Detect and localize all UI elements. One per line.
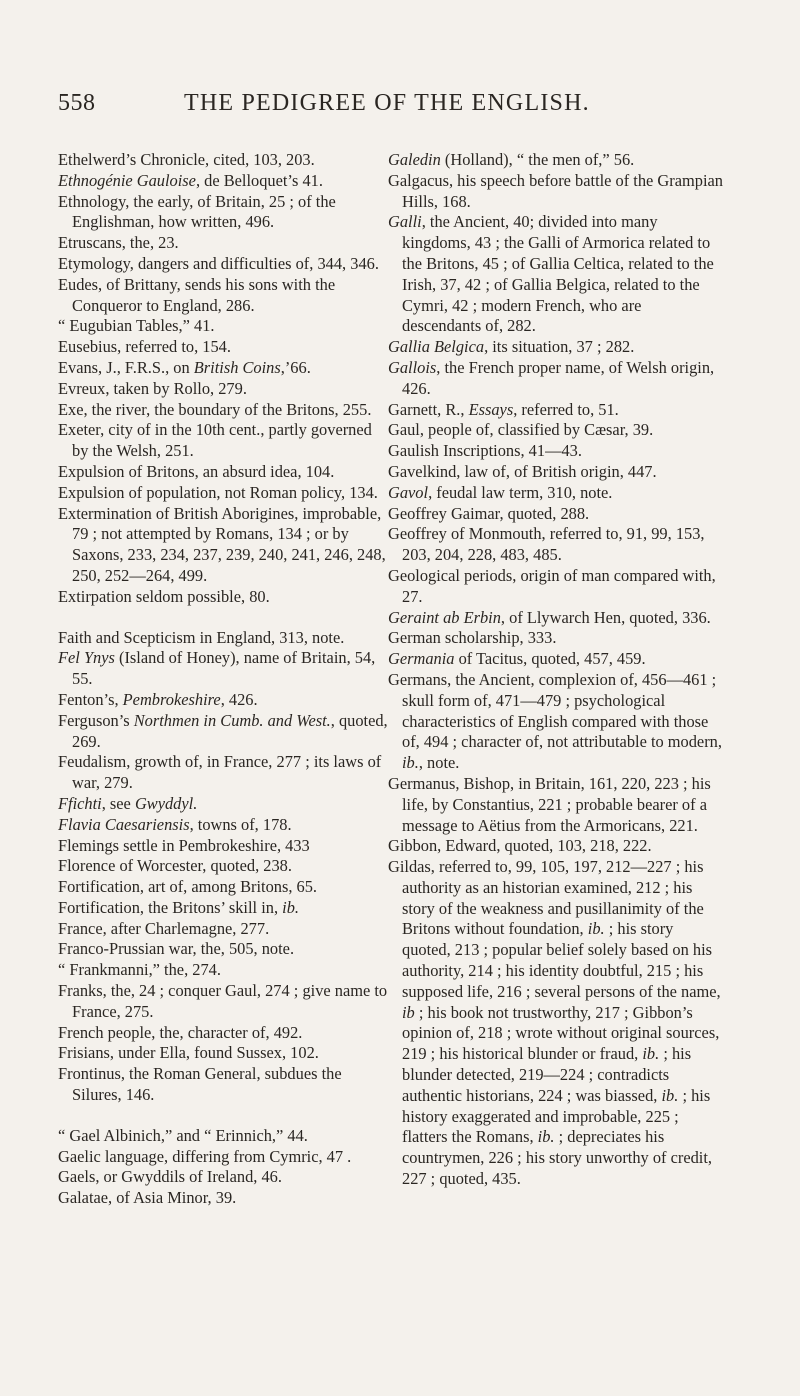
entry-text: Garnett, R., (388, 399, 469, 419)
entry-text: Florence of Worcester, quoted, 238. (58, 856, 292, 876)
index-entry (58, 794, 390, 815)
index-entry (58, 919, 390, 940)
page-number: 558 (58, 90, 96, 116)
entry-text: “ Eugubian Tables,” 41. (58, 316, 215, 336)
index-entry (388, 420, 724, 441)
entry-text: , quoted, 269. (72, 710, 388, 751)
entry-text: French people, the, character of, 492. (58, 1022, 303, 1042)
entry-italic-text: Geraint ab Erbin (388, 607, 501, 627)
index-entry (58, 587, 390, 608)
index-entry (58, 1188, 390, 1209)
entry-text: Galgacus, his speech before battle of the Grampian Hills, 168. (388, 170, 723, 211)
entry-italic-text: ib. (282, 897, 299, 917)
entry-text: Gibbon, Edward, quoted, 103, 218, 222. (388, 836, 652, 856)
entry-text: Flemings settle in Pembrokeshire, 433 (58, 835, 310, 855)
entry-text: Feudalism, growth of, in France, 277 ; its laws of war, 279. (58, 752, 382, 793)
entry-text: Fortification, the Britons’ skill in, (58, 897, 283, 917)
index-entry (388, 150, 724, 171)
index-entry (58, 690, 390, 711)
index-entry (58, 420, 390, 462)
index-entry (58, 1064, 390, 1106)
entry-italic-text: ib (402, 1002, 415, 1022)
index-entry (58, 1043, 390, 1064)
entry-text: Evreux, taken by Rollo, 279. (58, 378, 247, 398)
entry-text: ; his history exaggerated and improbable, 225 ; flatters the Romans, (402, 1085, 711, 1147)
entry-text: Gavelkind, law of, of British origin, 447. (388, 461, 657, 481)
index-entry (58, 379, 390, 400)
index-entry (388, 171, 724, 213)
entry-text: “ Frankmanni,” the, 274. (58, 960, 221, 980)
entry-text: ; depreciates his countrymen, 226 ; his story unworthy of credit, 227 ; quoted, 435. (402, 1127, 713, 1189)
entry-text: Ethelwerd’s Chronicle, cited, 103, 203. (58, 150, 315, 169)
entry-text: , referred to, 51. (513, 399, 619, 419)
index-entry (58, 400, 390, 421)
entry-italic-text: Galedin (388, 150, 441, 169)
entry-text: Expulsion of Britons, an absurd idea, 104. (58, 461, 335, 481)
index-entry (58, 337, 390, 358)
entry-text: Frisians, under Ella, found Sussex, 102. (58, 1043, 319, 1063)
entry-italic-text: Gavol (388, 482, 429, 502)
entry-text: Expulsion of population, not Roman policy, 134. (58, 482, 378, 502)
entry-italic-text: Gallois (388, 357, 437, 377)
entry-italic-text: Galli (388, 212, 422, 232)
index-entry (58, 254, 390, 275)
index-group-f (58, 628, 390, 1106)
entry-text: Extermination of British Aborigines, improbable, 79 ; not attempted by Romans, 134 ; or by Saxons, 233, 234, 237, 239, 240, 241, 246, 248, 250, 252—264, 499. (58, 503, 386, 585)
index-entry (58, 275, 390, 317)
entry-italic-text: Essays (468, 399, 514, 419)
entry-text: Extirpation seldom possible, 80. (58, 586, 270, 606)
index-column-right (388, 150, 724, 1190)
index-entry (388, 462, 724, 483)
entry-text: Fenton’s, (58, 689, 123, 709)
entry-text: Eudes, of Brittany, sends his sons with the Conqueror to England, 286. (58, 274, 336, 315)
entry-text: Ethnology, the early, of Britain, 25 ; of the Englishman, how written, 496. (58, 191, 336, 232)
entry-italic-text: ib. (537, 1127, 555, 1147)
entry-text: Exeter, city of in the 10th cent., partly governed by the Welsh, 251. (58, 420, 372, 461)
entry-text: Gaulish Inscriptions, 41—43. (388, 441, 582, 461)
index-entry (58, 1023, 390, 1044)
index-entry (58, 898, 390, 919)
entry-italic-text: ib. (587, 919, 605, 939)
index-entry (58, 462, 390, 483)
index-entry (388, 566, 724, 608)
index-group-g-left (58, 1126, 390, 1209)
entry-text: Franco-Prussian war, the, 505, note. (58, 939, 295, 959)
entry-text: Etruscans, the, 23. (58, 233, 179, 253)
entry-italic-text: Pembrokeshire (122, 689, 221, 709)
index-group-e (58, 150, 390, 608)
index-entry (58, 504, 390, 587)
index-entry (388, 400, 724, 421)
index-entry (58, 1147, 390, 1168)
entry-text: Geoffrey Gaimar, quoted, 288. (388, 503, 590, 523)
index-entry (58, 316, 390, 337)
entry-text: “ Gael Albinich,” and “ Erinnich,” 44. (58, 1125, 308, 1145)
index-entry (58, 877, 390, 898)
index-entry (58, 483, 390, 504)
index-entry (58, 150, 390, 171)
entry-italic-text: ib. (661, 1085, 679, 1105)
entry-text: , the Ancient, 40; divided into many kingdoms, 43 ; the Galli of Armorica related to the Britons, 45 ; of Gallia Celtica, related to the Irish, 37, 42 ; of Gallia Belgica, related to the Cymri, 42 ; modern French, who are descendants of, 282. (402, 212, 714, 336)
running-title: THE PEDIGREE OF THE ENGLISH. (184, 90, 590, 116)
entry-text: Gaul, people of, classified by Cæsar, 39. (388, 420, 654, 440)
entry-text: ,’66. (280, 357, 311, 377)
index-entry (388, 628, 724, 649)
entry-text: Evans, J., F.R.S., on (58, 357, 194, 377)
index-entry (388, 836, 724, 857)
entry-text: Eusebius, referred to, 154. (58, 337, 231, 357)
index-entry (58, 233, 390, 254)
entry-text: German scholarship, 333. (388, 628, 557, 648)
entry-italic-text: Northmen in Cumb. and West. (133, 710, 331, 730)
entry-text: , de Belloquet’s 41. (195, 170, 323, 190)
entry-text: Geological periods, origin of man compared with, 27. (388, 565, 716, 606)
entry-text: Galatae, of Asia Minor, 39. (58, 1188, 237, 1208)
index-entry (58, 648, 390, 690)
entry-text: Frontinus, the Roman General, subdues the Silures, 146. (58, 1064, 342, 1105)
index-entry (58, 1126, 390, 1147)
entry-text: France, after Charlemagne, 277. (58, 918, 270, 938)
index-entry (58, 1167, 390, 1188)
index-entry (388, 608, 724, 629)
entry-italic-text: Gwyddyl. (134, 793, 198, 813)
entry-text: Gaels, or Gwyddils of Ireland, 46. (58, 1167, 282, 1187)
entry-text: , 426. (220, 689, 258, 709)
entry-text: (Island of Honey), name of Britain, 54, 55. (72, 648, 376, 689)
entry-text: Fortification, art of, among Britons, 65. (58, 877, 318, 897)
entry-text: Faith and Scepticism in England, 313, note. (58, 627, 345, 647)
entry-text: of Tacitus, quoted, 457, 459. (454, 649, 646, 669)
index-column-left (58, 150, 390, 1209)
index-entry (388, 504, 724, 525)
entry-italic-text: Ethnogénie Gauloise (58, 170, 196, 190)
entry-text: Gaelic language, differing from Cymric, 47 . (58, 1146, 352, 1166)
entry-italic-text: ib. (642, 1044, 660, 1064)
entry-text: Gildas, referred to, 99, 105, 197, 212—227 ; his authority as an historian examined, 212 ; his story of the weakness and pusillanimity of the Britons without foundation, (388, 857, 704, 939)
entry-text: ; his blunder detected, 219—224 ; contradicts authentic historians, 224 ; was biassed, (402, 1044, 692, 1105)
index-entry (58, 628, 390, 649)
index-entry (388, 337, 724, 358)
entry-text: , feudal law term, 310, note. (428, 482, 613, 502)
entry-text: ; his book not trustworthy, 217 ; Gibbon’s opinion of, 218 ; wrote without original sources, 219 ; his historical blunder or fraud, (402, 1002, 720, 1064)
index-group-g-right (388, 150, 724, 1190)
entry-text: ; his story quoted, 213 ; popular belief solely based on his authority, 214 ; his identity doubtful, 215 ; his supposed life, 216 ; several persons of the name, (402, 919, 721, 1001)
index-entry (58, 171, 390, 192)
entry-text: Germanus, Bishop, in Britain, 161, 220, 223 ; his life, by Constantius, 221 ; probable bearer of a message to Aëtius from the Armoricans, 221. (388, 773, 711, 835)
entry-italic-text: Fel Ynys (58, 648, 115, 668)
entry-text: (Holland), “ the men of,” 56. (440, 150, 635, 169)
index-entry (388, 649, 724, 670)
index-entry (58, 815, 390, 836)
entry-text: Ferguson’s (58, 710, 134, 730)
index-entry (58, 711, 390, 753)
index-entry (388, 857, 724, 1190)
entry-text: , towns of, 178. (189, 814, 292, 834)
index-entry (58, 358, 390, 379)
index-entry (388, 774, 724, 836)
index-entry (388, 358, 724, 400)
index-entry (388, 483, 724, 504)
entry-text: Germans, the Ancient, complexion of, 456—461 ; skull form of, 471—479 ; psychological characteristics of English compared with those of, 494 ; character of, not attributable to modern, (388, 669, 722, 752)
index-entry (58, 192, 390, 234)
index-entry (58, 752, 390, 794)
index-entry (388, 212, 724, 337)
entry-italic-text: Germania (388, 649, 455, 669)
entry-italic-text: British Coins (193, 357, 281, 377)
entry-italic-text: Flavia Caesariensis (58, 814, 190, 834)
entry-text: , its situation, 37 ; 282. (484, 337, 635, 357)
entry-text: Etymology, dangers and difficulties of, 344, 346. (58, 253, 379, 273)
entry-italic-text: Ffichti (58, 793, 102, 813)
entry-text: Geoffrey of Monmouth, referred to, 91, 99, 153, 203, 204, 228, 483, 485. (388, 524, 705, 565)
entry-text: , of Llywarch Hen, quoted, 336. (500, 607, 711, 627)
entry-italic-text: ib. (402, 753, 419, 773)
entry-text: Franks, the, 24 ; conquer Gaul, 274 ; give name to France, 275. (58, 981, 388, 1021)
entry-text: , the French proper name, of Welsh origin, 426. (402, 357, 715, 398)
index-entry (58, 960, 390, 981)
entry-italic-text: Gallia Belgica (388, 337, 485, 357)
index-entry (58, 836, 390, 857)
index-entry (388, 524, 724, 566)
entry-text: , note. (418, 753, 460, 773)
index-entry (58, 856, 390, 877)
index-entry (58, 939, 390, 960)
index-entry (58, 981, 390, 1023)
entry-text: Exe, the river, the boundary of the Britons, 255. (58, 399, 372, 419)
entry-text: , see (101, 793, 135, 813)
index-entry (388, 670, 724, 774)
index-entry (388, 441, 724, 462)
